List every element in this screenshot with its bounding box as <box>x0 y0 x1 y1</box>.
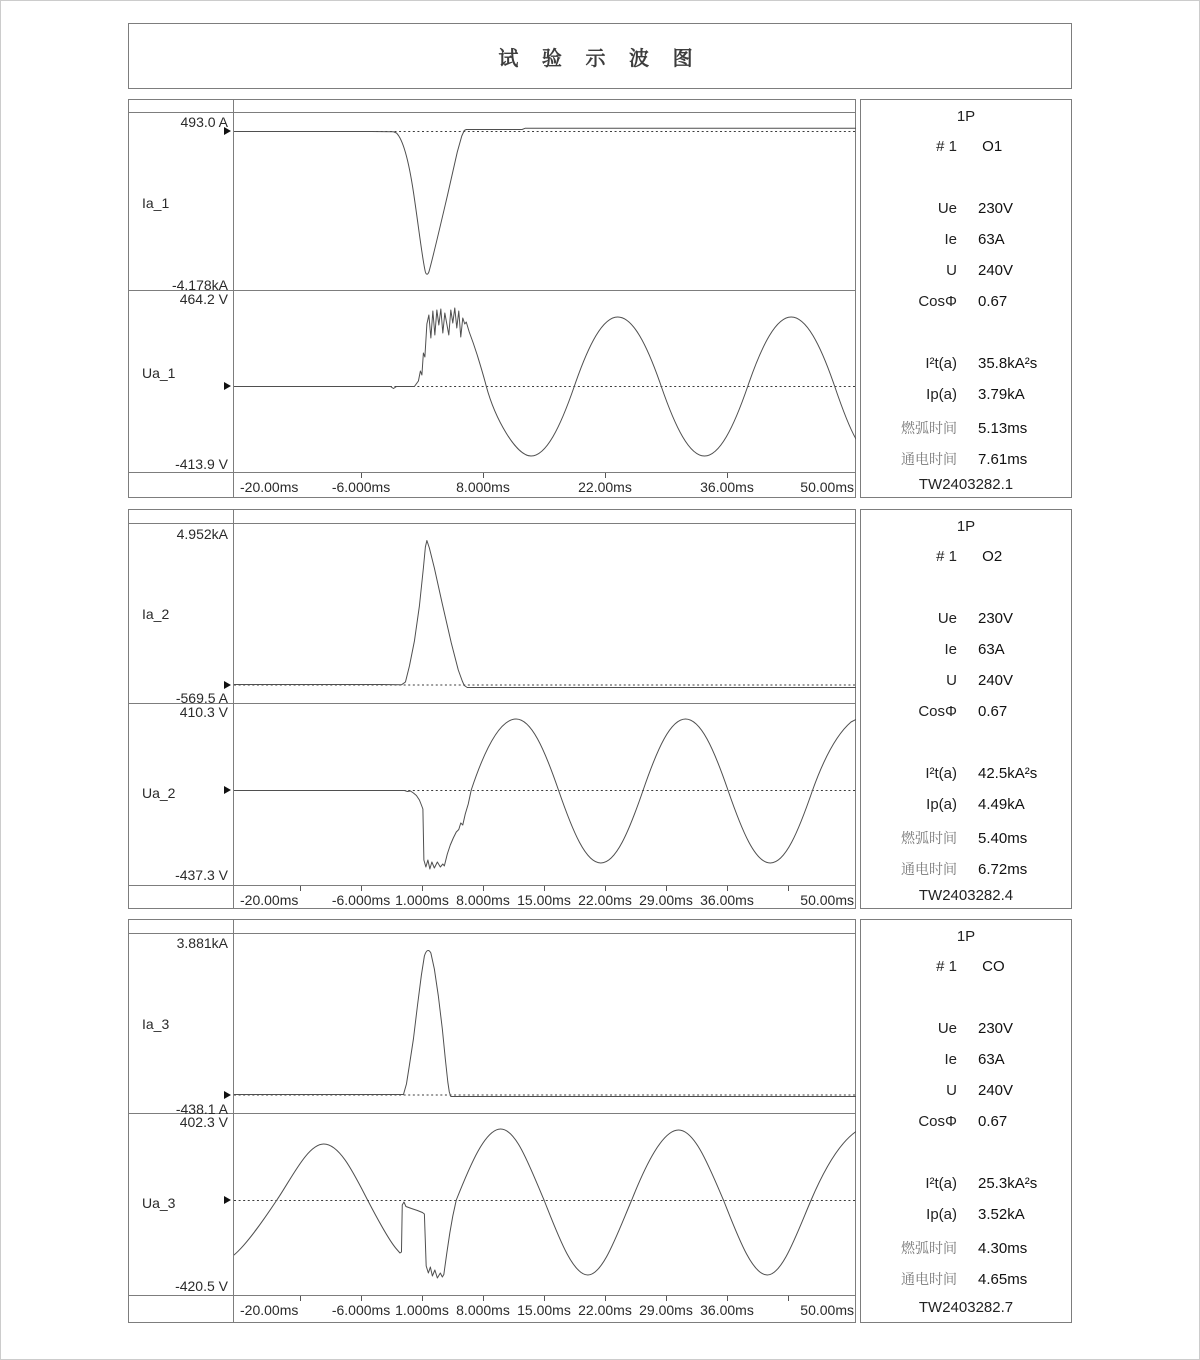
result-row <box>861 418 1071 438</box>
voltage-waveform <box>234 719 856 869</box>
time-axis <box>234 1296 856 1322</box>
param-value: 230V <box>978 200 1014 217</box>
axis-tick <box>666 1296 667 1301</box>
x-tick-label: 50.00ms <box>800 1302 854 1318</box>
current-waveform <box>234 128 856 274</box>
axis-tick <box>483 886 484 891</box>
axis-tick <box>483 1296 484 1301</box>
x-tick-label: -20.00ms <box>240 892 299 908</box>
param-value: 0.67 <box>978 1113 1008 1130</box>
result-row <box>861 796 1071 813</box>
x-tick-label: 29.00ms <box>639 1302 693 1318</box>
param-value: 63A <box>978 231 1005 248</box>
axis-tick <box>788 1296 789 1301</box>
x-tick-label: -20.00ms <box>240 1302 299 1318</box>
current-waveform <box>234 950 856 1096</box>
param-key: Ue <box>937 200 957 217</box>
result-value: 25.3kA²s <box>978 1175 1038 1192</box>
result-key: I²t(a) <box>925 355 957 372</box>
time-axis <box>234 473 856 499</box>
param-key: U <box>946 1082 957 1099</box>
result-key: 通电时间 <box>901 861 957 877</box>
axis-tick <box>300 1296 301 1301</box>
test-info-panel-2 <box>860 509 1072 909</box>
axis-tick <box>544 886 545 891</box>
param-key: CosΦ <box>918 703 957 720</box>
axis-tick <box>727 886 728 891</box>
sample-number: # 1 <box>936 138 957 155</box>
result-key: Ip(a) <box>926 386 957 403</box>
title-box <box>128 23 1072 89</box>
operation-code: CO <box>982 958 1005 975</box>
report-number: TW2403282.4 <box>918 887 1014 904</box>
axis-tick <box>300 886 301 891</box>
result-row <box>861 765 1071 782</box>
result-row <box>861 828 1071 848</box>
current-waveform <box>234 541 856 688</box>
axis-tick <box>361 886 362 891</box>
current-scale-max: 4.952kA <box>176 526 228 542</box>
result-value: 5.40ms <box>978 830 1028 847</box>
x-tick-label: -6.000ms <box>331 892 391 908</box>
param-value: 230V <box>978 1020 1014 1037</box>
baseline-marker-icon <box>224 681 231 689</box>
sample-operation-row <box>861 138 1071 155</box>
axis-tick <box>727 1296 728 1301</box>
x-tick-label: 15.00ms <box>517 892 571 908</box>
param-row <box>861 610 1071 627</box>
param-row <box>861 293 1071 310</box>
result-row <box>861 355 1071 372</box>
x-tick-label: 36.00ms <box>700 1302 754 1318</box>
param-key: CosΦ <box>918 293 957 310</box>
result-value: 4.49kA <box>978 796 1025 813</box>
voltage-scale-min: -420.5 V <box>175 1278 228 1294</box>
x-tick-label: 8.000ms <box>456 479 510 495</box>
oscillogram-panel-2 <box>128 509 856 909</box>
param-value: 230V <box>978 610 1014 627</box>
sample-operation-row <box>861 548 1071 565</box>
param-key: CosΦ <box>918 1113 957 1130</box>
result-key: Ip(a) <box>926 1206 957 1223</box>
time-axis <box>234 886 856 912</box>
result-row <box>861 449 1071 469</box>
result-key: 燃弧时间 <box>901 830 957 846</box>
result-value: 6.72ms <box>978 861 1028 878</box>
param-row <box>861 703 1071 720</box>
current-scale-max: 3.881kA <box>176 935 228 951</box>
param-key: U <box>946 262 957 279</box>
axis-tick <box>422 886 423 891</box>
test-record-o2 <box>128 509 1072 909</box>
param-value: 240V <box>978 262 1014 279</box>
x-tick-label: 22.00ms <box>578 1302 632 1318</box>
current-channel-label: Ia_1 <box>142 195 170 211</box>
param-key: Ue <box>937 610 957 627</box>
axis-tick <box>483 473 484 478</box>
result-value: 4.65ms <box>978 1271 1028 1288</box>
result-value: 3.79kA <box>978 386 1025 403</box>
oscillogram-panel-3 <box>128 919 856 1323</box>
baseline-marker-icon <box>224 382 231 390</box>
x-tick-label: 50.00ms <box>800 892 854 908</box>
x-tick-label: 8.000ms <box>456 892 510 908</box>
baseline-marker-icon <box>224 127 231 135</box>
param-value: 63A <box>978 1051 1005 1068</box>
result-key: 燃弧时间 <box>901 1240 957 1256</box>
result-value: 3.52kA <box>978 1206 1025 1223</box>
voltage-channel-label: Ua_1 <box>142 365 176 381</box>
report-number: TW2403282.7 <box>918 1299 1014 1316</box>
voltage-waveform <box>234 1129 856 1278</box>
voltage-scale-max: 410.3 V <box>179 704 228 720</box>
param-key: Ue <box>937 1020 957 1037</box>
result-row <box>861 859 1071 879</box>
x-tick-label: -6.000ms <box>331 1302 391 1318</box>
result-value: 4.30ms <box>978 1240 1028 1257</box>
result-value: 7.61ms <box>978 451 1028 468</box>
voltage-scale-max: 464.2 V <box>179 291 228 307</box>
axis-tick <box>422 1296 423 1301</box>
baseline-marker-icon <box>224 786 231 794</box>
page-title: 试 验 示 波 图 <box>498 47 702 70</box>
result-key: 通电时间 <box>901 451 957 467</box>
voltage-scale-max: 402.3 V <box>179 1114 228 1130</box>
voltage-waveform <box>234 308 856 456</box>
current-scale-min: -438.1 A <box>175 1101 228 1117</box>
x-tick-label: 22.00ms <box>578 479 632 495</box>
axis-tick <box>788 886 789 891</box>
x-tick-label: 36.00ms <box>700 479 754 495</box>
result-value: 42.5kA²s <box>978 765 1038 782</box>
operation-code: O2 <box>982 548 1003 565</box>
x-tick-label: -6.000ms <box>331 479 391 495</box>
result-value: 35.8kA²s <box>978 355 1038 372</box>
param-row <box>861 672 1071 689</box>
circuit-type: 1P <box>956 108 976 125</box>
result-key: Ip(a) <box>926 796 957 813</box>
result-row <box>861 1206 1071 1223</box>
param-key: Ie <box>944 231 957 248</box>
circuit-type: 1P <box>956 518 976 535</box>
param-key: U <box>946 672 957 689</box>
oscillogram-panel-1 <box>128 99 856 498</box>
axis-tick <box>361 1296 362 1301</box>
operation-code: O1 <box>982 138 1003 155</box>
sample-operation-row <box>861 958 1071 975</box>
param-value: 240V <box>978 672 1014 689</box>
axis-tick <box>666 886 667 891</box>
x-tick-label: 50.00ms <box>800 479 854 495</box>
axis-tick <box>727 473 728 478</box>
x-tick-label: 29.00ms <box>639 892 693 908</box>
axis-tick <box>361 473 362 478</box>
param-row <box>861 641 1071 658</box>
result-key: 通电时间 <box>901 1271 957 1287</box>
param-row <box>861 1051 1071 1068</box>
result-key: I²t(a) <box>925 1175 957 1192</box>
result-key: I²t(a) <box>925 765 957 782</box>
sample-number: # 1 <box>936 548 957 565</box>
x-tick-label: 1.000ms <box>395 892 449 908</box>
voltage-channel-label: Ua_2 <box>142 785 176 801</box>
param-row <box>861 231 1071 248</box>
param-row <box>861 1113 1071 1130</box>
x-tick-label: -20.00ms <box>240 479 299 495</box>
param-row <box>861 200 1071 217</box>
report-number: TW2403282.1 <box>918 476 1014 493</box>
result-row <box>861 1175 1071 1192</box>
param-row <box>861 1082 1071 1099</box>
param-value: 0.67 <box>978 703 1008 720</box>
test-record-co <box>128 919 1072 1323</box>
voltage-channel-label: Ua_3 <box>142 1195 176 1211</box>
voltage-scale-min: -413.9 V <box>175 456 228 472</box>
param-row <box>861 1020 1071 1037</box>
result-row <box>861 1269 1071 1289</box>
result-row <box>861 386 1071 403</box>
current-scale-min: -4.178kA <box>171 277 228 293</box>
waveform-plot <box>234 112 856 472</box>
baseline-marker-icon <box>224 1091 231 1099</box>
x-tick-label: 1.000ms <box>395 1302 449 1318</box>
param-row <box>861 262 1071 279</box>
voltage-scale-min: -437.3 V <box>175 867 228 883</box>
current-scale-min: -569.5 A <box>175 690 228 706</box>
axis-tick <box>605 886 606 891</box>
test-record-o1 <box>128 99 1072 498</box>
result-value: 5.13ms <box>978 420 1028 437</box>
param-value: 240V <box>978 1082 1014 1099</box>
result-row <box>861 1238 1071 1258</box>
current-channel-label: Ia_2 <box>142 606 170 622</box>
waveform-plot <box>234 933 856 1295</box>
axis-tick <box>605 473 606 478</box>
current-scale-max: 493.0 A <box>180 114 228 130</box>
test-info-panel-1 <box>860 99 1072 498</box>
x-tick-label: 8.000ms <box>456 1302 510 1318</box>
param-value: 0.67 <box>978 293 1008 310</box>
result-key: 燃弧时间 <box>901 420 957 436</box>
x-tick-label: 15.00ms <box>517 1302 571 1318</box>
param-key: Ie <box>944 641 957 658</box>
axis-tick <box>605 1296 606 1301</box>
waveform-plot <box>234 523 856 885</box>
x-tick-label: 22.00ms <box>578 892 632 908</box>
axis-tick <box>544 1296 545 1301</box>
param-value: 63A <box>978 641 1005 658</box>
baseline-marker-icon <box>224 1196 231 1204</box>
sample-number: # 1 <box>936 958 957 975</box>
current-channel-label: Ia_3 <box>142 1016 170 1032</box>
x-tick-label: 36.00ms <box>700 892 754 908</box>
test-info-panel-3 <box>860 919 1072 1323</box>
circuit-type: 1P <box>956 928 976 945</box>
param-key: Ie <box>944 1051 957 1068</box>
